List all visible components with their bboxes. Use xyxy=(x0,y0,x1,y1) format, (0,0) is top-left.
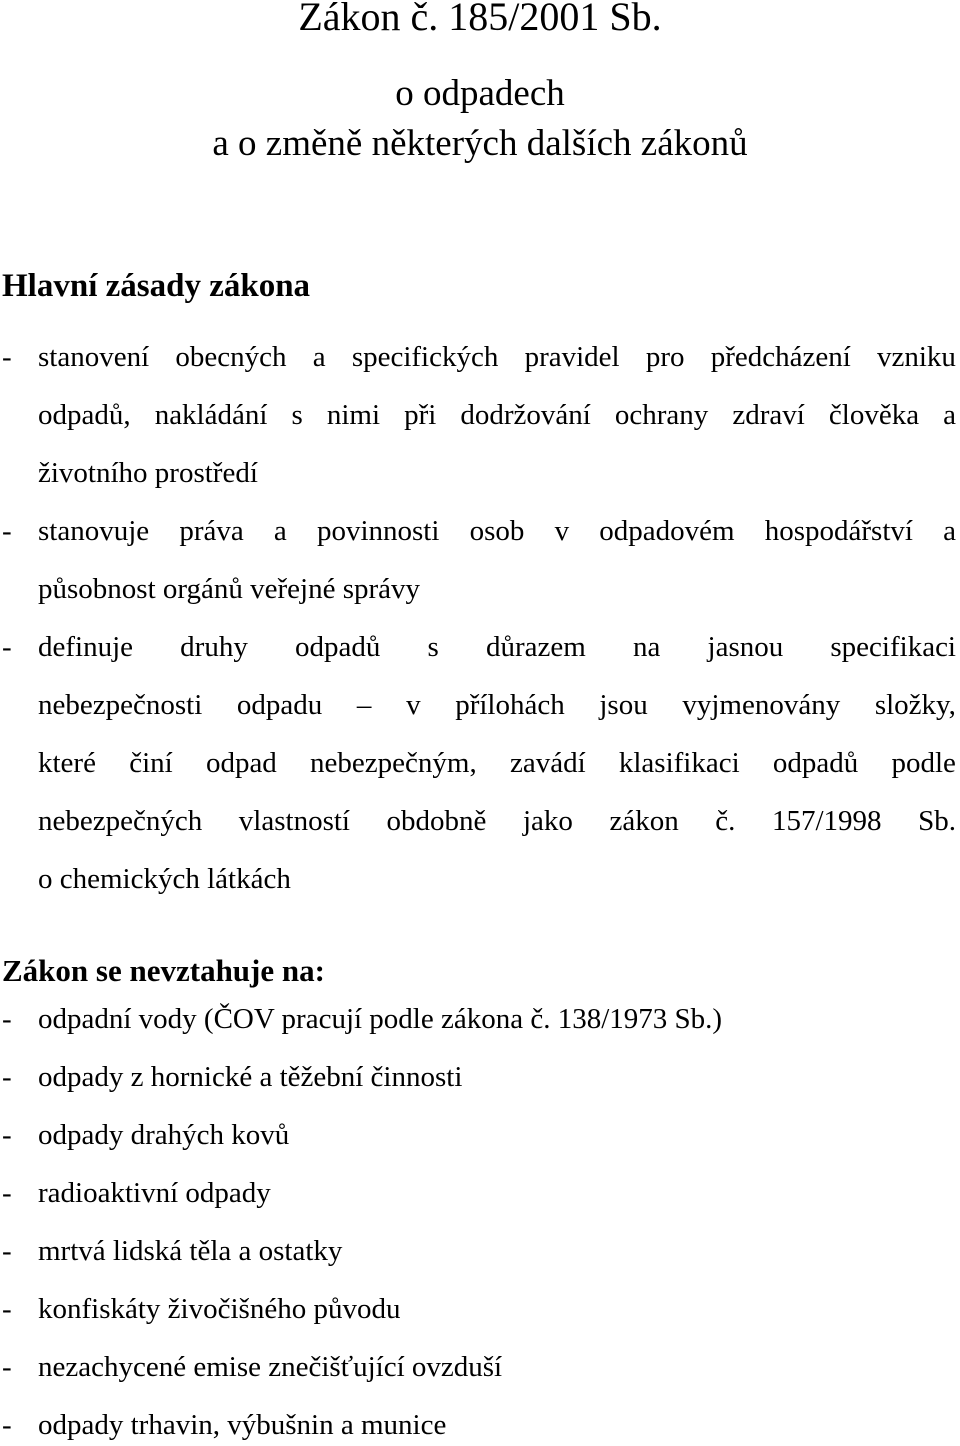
word: klasifikaci xyxy=(618,747,740,779)
word: nimi xyxy=(326,399,381,431)
exclusion-item xyxy=(0,1231,960,1271)
principle-item-1-line-3 xyxy=(0,453,960,493)
word: druhy xyxy=(180,631,248,663)
principle-item-3-line-5 xyxy=(0,859,960,899)
word: a xyxy=(273,515,287,547)
law-title: Zákon č. 185/2001 Sb. xyxy=(298,0,662,39)
word: odpadů xyxy=(772,747,859,779)
word: člověka xyxy=(828,399,920,431)
principle-item-3-line-3 xyxy=(0,743,960,783)
principle-text xyxy=(38,685,956,725)
law-subtitle-2: a o změně některých dalších zákonů xyxy=(212,123,748,164)
word: odpadů, xyxy=(38,399,131,431)
exclusion-item xyxy=(0,1405,960,1445)
bullet-dash: - xyxy=(2,1235,12,1267)
principle-item-1-line-2 xyxy=(0,395,960,435)
word: činí xyxy=(129,747,173,779)
word: Sb. xyxy=(918,805,956,837)
word: dodržování xyxy=(460,399,591,431)
word: ochrany xyxy=(614,399,709,431)
bullet-dash: - xyxy=(2,1293,12,1325)
bullet-dash: - xyxy=(2,1003,12,1035)
exclusion-text: konfiskáty živočišného původu xyxy=(38,1293,401,1325)
principle-text: životního prostředí xyxy=(38,457,258,489)
bullet-dash: - xyxy=(2,1061,12,1093)
word: s xyxy=(291,399,303,431)
word: jasnou xyxy=(707,631,784,663)
word: vyjmenovány xyxy=(682,689,841,721)
principles-heading: Hlavní zásady zákona xyxy=(2,268,311,304)
bullet-dash: - xyxy=(2,1177,12,1209)
exclusion-text: odpady trhavin, výbušnin a munice xyxy=(38,1409,447,1441)
bullet-dash: - xyxy=(2,1409,12,1441)
word: důrazem xyxy=(485,631,586,663)
word: specifických xyxy=(351,341,499,373)
word: odpadů xyxy=(295,631,381,663)
word: a xyxy=(312,341,326,373)
word: stanovení xyxy=(38,341,150,373)
principle-text: o chemických látkách xyxy=(38,863,291,895)
bullet-dash: - xyxy=(2,1351,12,1383)
bullet-dash: - xyxy=(2,515,12,547)
word: obdobně xyxy=(386,805,487,837)
exclusions-heading: Zákon se nevztahuje na: xyxy=(2,953,325,988)
exclusion-item xyxy=(0,1173,960,1213)
word: složky, xyxy=(874,689,956,721)
word: pro xyxy=(645,341,685,373)
bullet-dash: - xyxy=(2,341,12,373)
exclusion-text: odpady drahých kovů xyxy=(38,1119,290,1151)
word: specifikaci xyxy=(830,631,956,663)
word: zákon xyxy=(609,805,679,837)
bullet-dash: - xyxy=(2,631,12,663)
principle-item-3-line-2 xyxy=(0,685,960,725)
word: hospodářství xyxy=(764,515,913,547)
word: s xyxy=(427,631,439,663)
principle-text xyxy=(38,743,956,783)
word: povinnosti xyxy=(316,515,440,547)
principle-text: působnost orgánů veřejné správy xyxy=(38,573,421,605)
word: práva xyxy=(179,515,244,547)
exclusion-item xyxy=(0,1115,960,1155)
exclusion-text: odpady z hornické a těžební činnosti xyxy=(38,1061,463,1093)
word: vzniku xyxy=(877,341,956,373)
bullet-dash: - xyxy=(2,1119,12,1151)
word: nakládání xyxy=(154,399,268,431)
exclusion-item xyxy=(0,999,960,1039)
principle-text xyxy=(38,395,956,435)
word: a xyxy=(943,399,956,431)
principle-text xyxy=(38,627,956,667)
word: stanovuje xyxy=(38,515,150,547)
exclusion-item xyxy=(0,1347,960,1387)
exclusion-text: radioaktivní odpady xyxy=(38,1177,271,1209)
word: jsou xyxy=(599,689,648,721)
principle-item-2-line-2 xyxy=(0,569,960,609)
word: zdraví xyxy=(732,399,805,431)
word: při xyxy=(404,399,437,431)
word: nebezpečných xyxy=(38,805,203,837)
word: odpad xyxy=(205,747,277,779)
word: odpadu xyxy=(236,689,323,721)
word: jako xyxy=(522,805,573,837)
exclusion-item xyxy=(0,1289,960,1329)
exclusion-text: mrtvá lidská těla a ostatky xyxy=(38,1235,343,1267)
principle-item-3-line-4 xyxy=(0,801,960,841)
word: 157/1998 xyxy=(771,805,882,837)
word: předcházení xyxy=(710,341,851,373)
exclusion-text: nezachycené emise znečišťující ovzduší xyxy=(38,1351,503,1383)
word: a xyxy=(943,515,956,547)
word: v xyxy=(554,515,570,547)
principle-text xyxy=(38,511,956,551)
word: v xyxy=(406,689,421,721)
principle-item-3-line-1 xyxy=(0,627,960,667)
word: definuje xyxy=(38,631,134,663)
word: podle xyxy=(891,747,956,779)
word: odpadovém xyxy=(599,515,735,547)
word: vlastností xyxy=(238,805,350,837)
word: č. xyxy=(715,805,736,837)
word: nebezpečnosti xyxy=(38,689,203,721)
principle-text xyxy=(38,801,956,841)
word: zavádí xyxy=(509,747,586,779)
word: pravidel xyxy=(524,341,620,373)
word: které xyxy=(38,747,96,779)
principle-text xyxy=(38,337,956,377)
principle-item-1-line-1 xyxy=(0,337,960,377)
word: nebezpečným, xyxy=(310,747,477,779)
principle-item-2-line-1 xyxy=(0,511,960,551)
word: obecných xyxy=(175,341,287,373)
law-subtitle-1: o odpadech xyxy=(395,73,565,114)
exclusion-text: odpadní vody (ČOV pracují podle zákona č. 138/1973 Sb.) xyxy=(38,1003,723,1035)
word: – xyxy=(356,689,372,721)
word: na xyxy=(632,631,661,663)
exclusion-item xyxy=(0,1057,960,1097)
word: osob xyxy=(469,515,525,547)
word: přílohách xyxy=(455,689,565,721)
